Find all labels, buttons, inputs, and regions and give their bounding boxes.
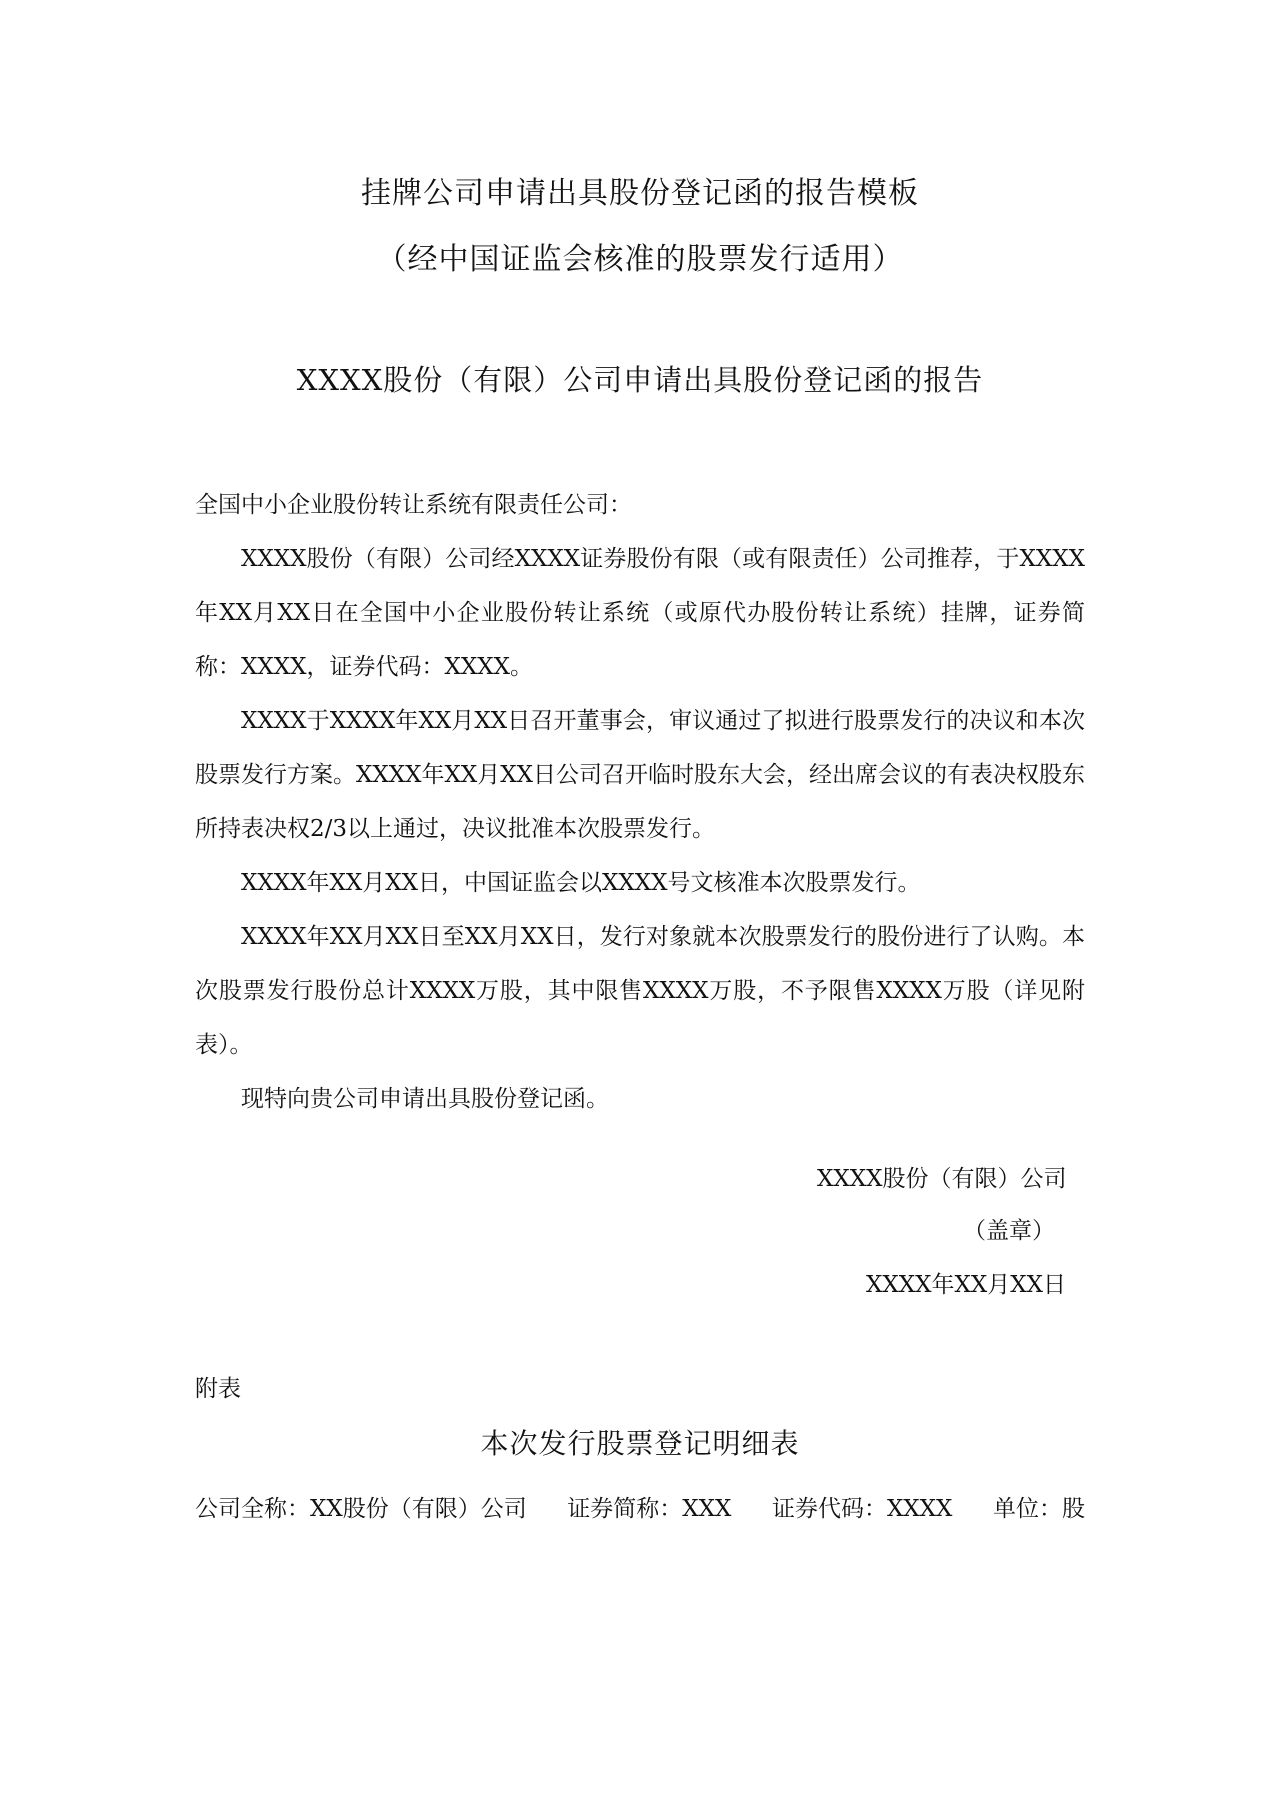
company-full-name: 公司全称：XX股份（有限）公司 — [195, 1496, 527, 1522]
report-body — [195, 478, 1085, 1126]
security-short-name: 证券简称：XXX — [567, 1496, 732, 1522]
template-subtitle: （经中国证监会核准的股票发行适用） — [376, 242, 904, 277]
attachment-table-title: 本次发行股票登记明细表 — [480, 1427, 800, 1460]
attachment-label: 附表 — [195, 1376, 241, 1402]
attachment-info-row — [195, 1490, 1085, 1523]
security-code: 证券代码：XXXX — [771, 1496, 953, 1522]
signature-company: XXXX股份（有限）公司 — [817, 1166, 1067, 1192]
body-paragraph-subscription: XXXX年XX月XX日至XX月XX日，发行对象就本次股票发行的股份进行了认购。本次股票发行股份总计XXXX万股，其中限售XXXX万股，不予限售XXXX万股（详见附表）。 — [195, 924, 1085, 1058]
signature-seal: （盖章） — [963, 1218, 1055, 1244]
body-paragraph-request: 现特向贵公司申请出具股份登记函。 — [241, 1086, 609, 1112]
body-paragraph-approval: XXXX年XX月XX日，中国证监会以XXXX号文核准本次股票发行。 — [241, 870, 921, 896]
report-title: XXXX股份（有限）公司申请出具股份登记函的报告 — [296, 363, 984, 397]
body-paragraph-board-meeting: XXXX于XXXX年XX月XX日召开董事会，审议通过了拟进行股票发行的决议和本次股票发行方案。XXXX年XX月XX日公司召开临时股东大会，经出席会议的有表决权股东所持表决权2/3以上通过，决议批准本次股票发行。 — [195, 708, 1085, 842]
body-paragraph-listing: XXXX股份（有限）公司经XXXX证券股份有限（或有限责任）公司推荐，于XXXX年XX月XX日在全国中小企业股份转让系统（或原代办股份转让系统）挂牌，证券简称：XXXX，证券代码：XXXX。 — [195, 546, 1085, 680]
signature-date: XXXX年XX月XX日 — [866, 1272, 1066, 1298]
addressee: 全国中小企业股份转让系统有限责任公司： — [195, 492, 632, 518]
unit-label: 单位：股 — [992, 1496, 1085, 1522]
template-title: 挂牌公司申请出具股份登记函的报告模板 — [361, 176, 919, 211]
